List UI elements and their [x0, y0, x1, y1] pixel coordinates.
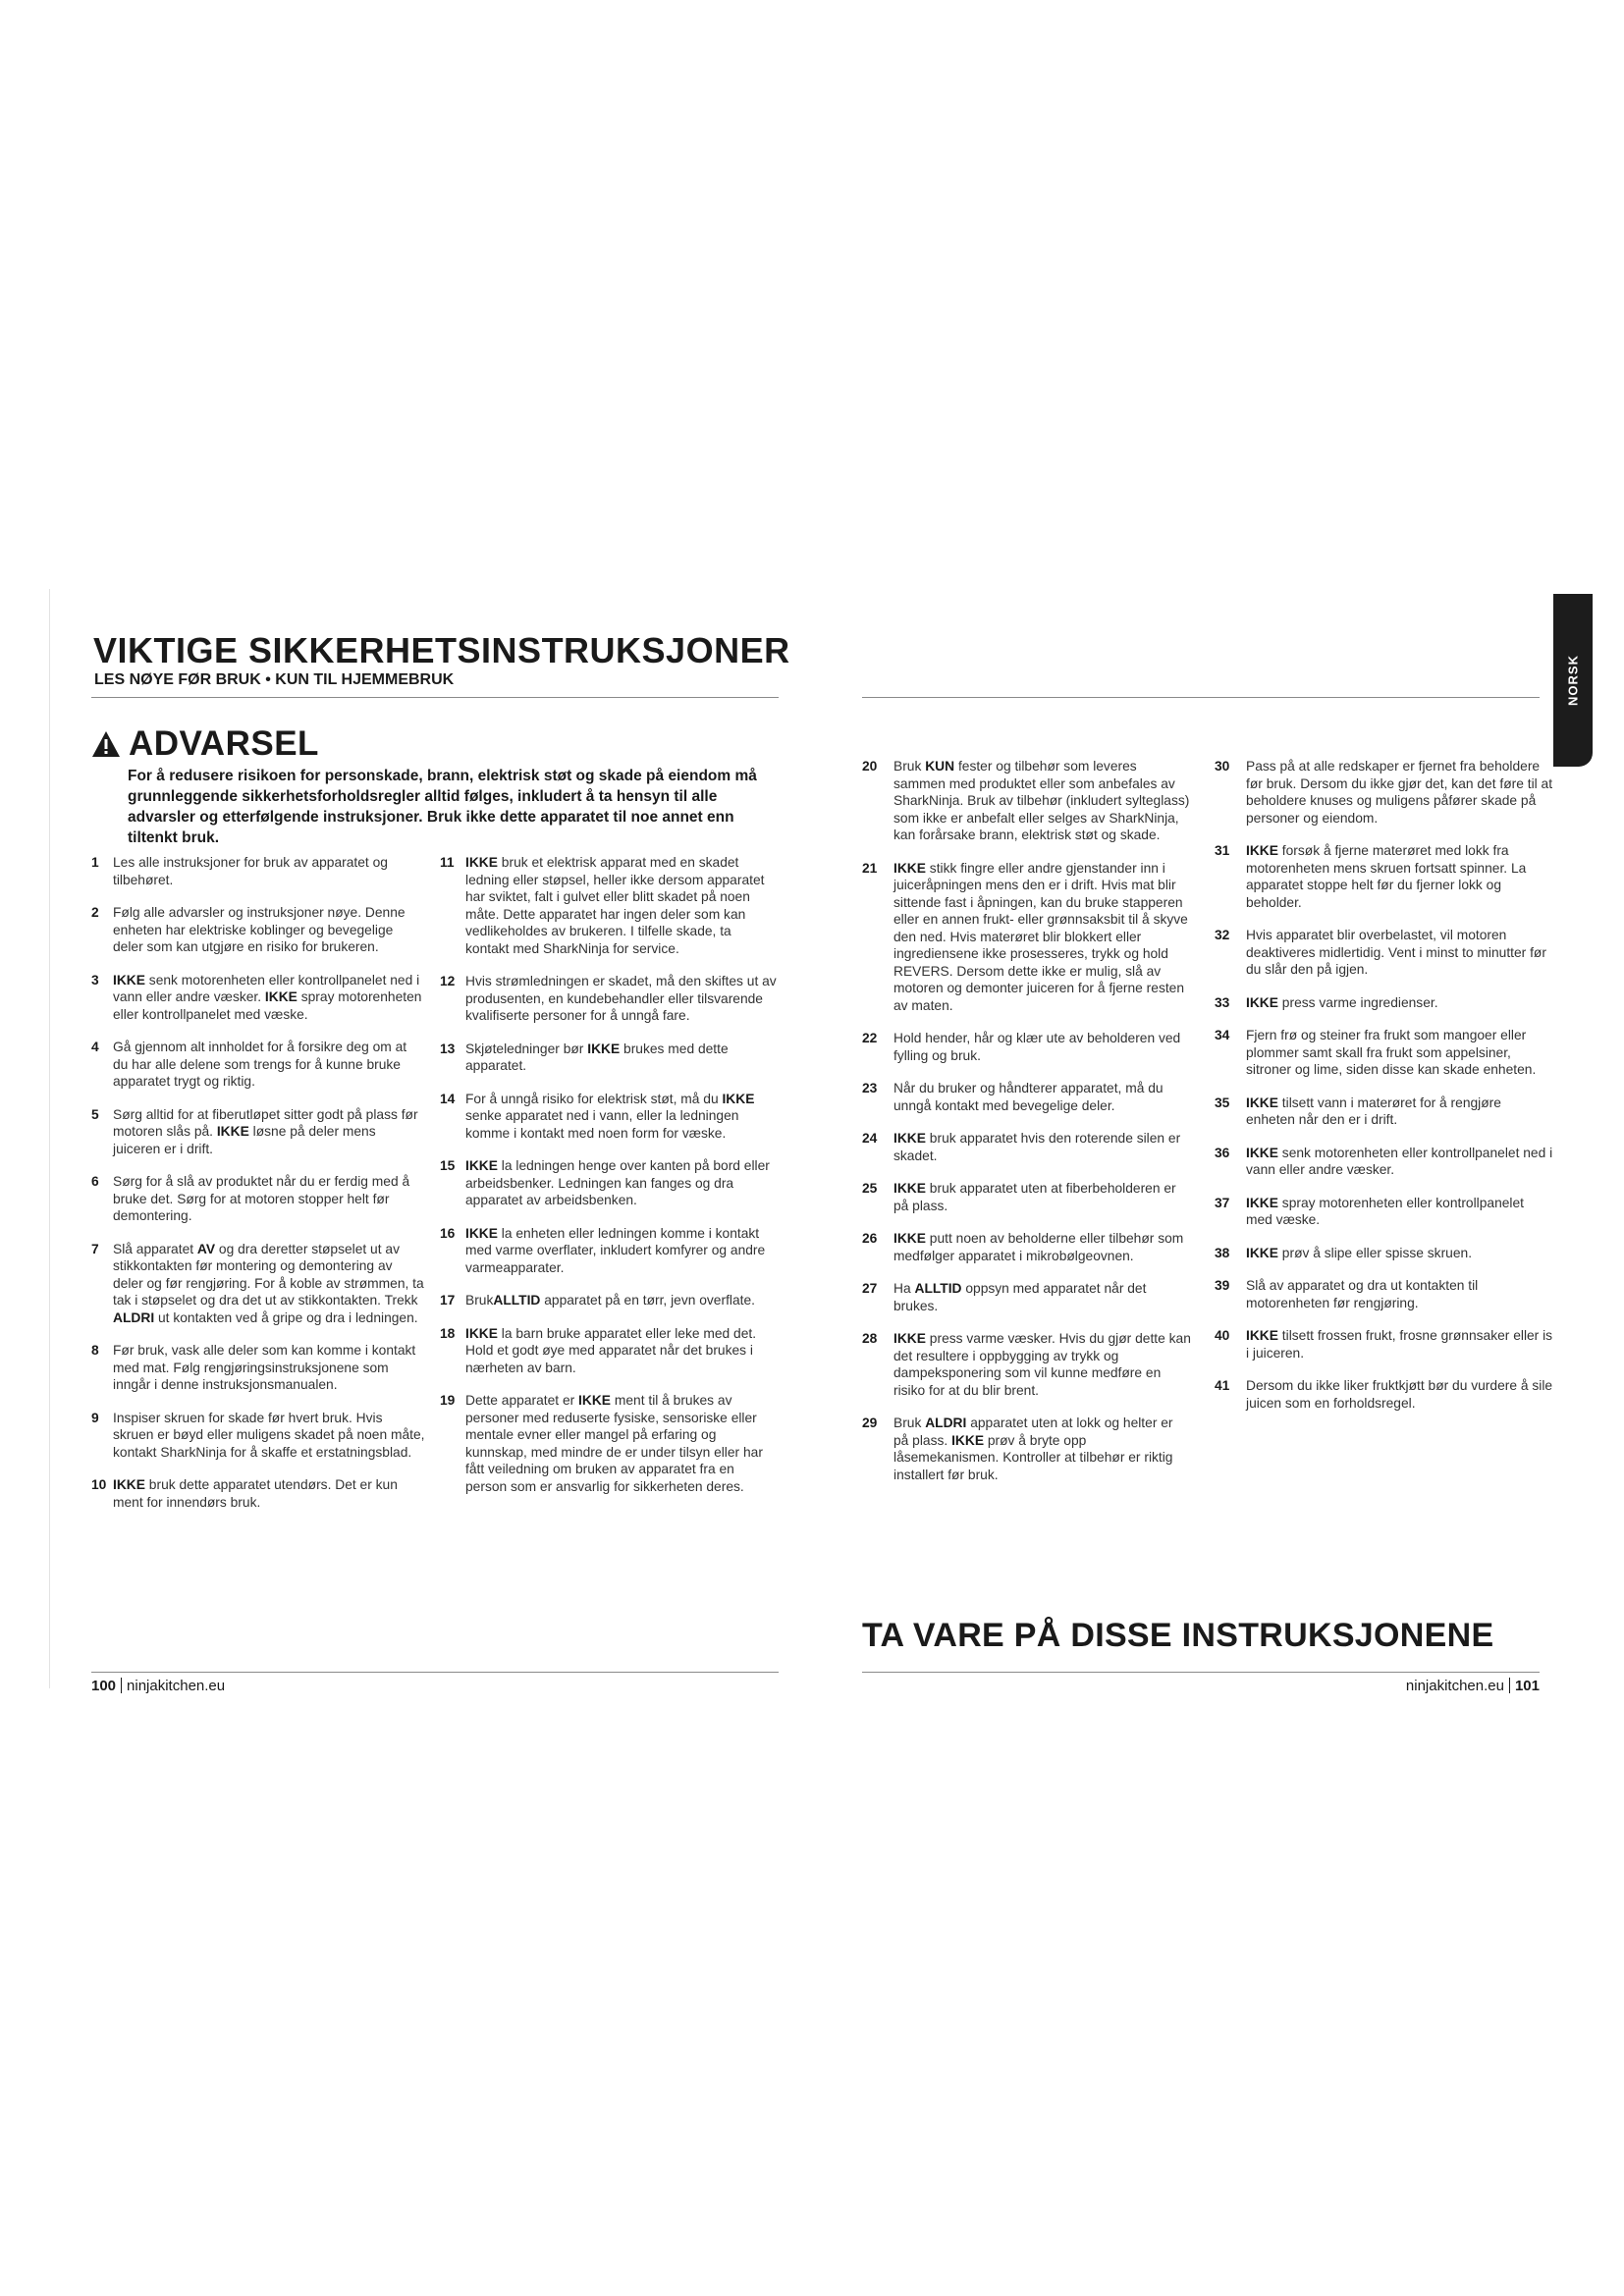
instruction-number: 22	[862, 1031, 878, 1045]
instruction-text-part: bruk apparatet hvis den roterende silen er skadet.	[893, 1131, 1181, 1163]
instruction-number: 34	[1215, 1028, 1230, 1042]
instruction-text-part: Les alle instruksjoner for bruk av apparatet og tilbehøret.	[113, 855, 388, 887]
instruction-text	[1246, 758, 1553, 827]
instruction-text	[1246, 1377, 1553, 1412]
instruction-text	[465, 1091, 779, 1143]
emphasis-keyword: IKKE	[722, 1091, 755, 1106]
instruction-text-part: ut kontakten ved å gripe og dra i ledningen.	[154, 1309, 418, 1325]
instruction-text-part: Inspiser skruen for skade før hvert bruk. Hvis skruen er bøyd eller muligens skadet på noen måte, kontakt SharkNinja for å skaffe et erstatningsblad.	[113, 1410, 425, 1460]
emphasis-keyword: ALLTID	[493, 1293, 541, 1308]
emphasis-keyword: IKKE	[113, 972, 145, 988]
emphasis-keyword: IKKE	[264, 989, 298, 1004]
instruction-text	[1246, 927, 1553, 979]
instruction-number: 32	[1215, 928, 1230, 942]
instruction-text	[893, 1330, 1191, 1399]
instruction-text	[893, 1130, 1191, 1164]
instruction-number: 35	[1215, 1095, 1230, 1110]
instruction-number: 8	[91, 1343, 99, 1358]
instruction-text-part: prøv å slipe eller spisse skruen.	[1277, 1245, 1473, 1260]
instruction-text-part: løsne på deler mens juiceren er i drift.	[113, 1124, 376, 1156]
spread-fold-line	[49, 589, 50, 1688]
instruction-text-part: la ledningen henge over kanten på bord eller arbeidsbenker. Ledningen kan fanges og dra apparatet av arbeidsbenken.	[465, 1158, 770, 1207]
instruction-text-part: la enheten eller ledningen komme i kontakt med varme overflater, inkludert komfyrer og andre varmeapparater.	[465, 1225, 766, 1275]
instruction-number: 2	[91, 905, 99, 920]
instruction-item	[862, 1330, 1191, 1399]
instruction-text	[113, 1410, 425, 1462]
language-tab-label: NORSK	[1565, 655, 1581, 706]
instruction-item	[1215, 1195, 1553, 1229]
footer-right	[1406, 1678, 1540, 1694]
instruction-text	[1246, 1327, 1553, 1362]
instruction-number: 12	[440, 974, 456, 988]
instruction-text	[465, 854, 779, 957]
emphasis-keyword: IKKE	[578, 1393, 612, 1408]
page-number-left: 100	[91, 1678, 117, 1694]
instruction-number: 40	[1215, 1328, 1230, 1343]
instruction-number: 29	[862, 1415, 878, 1430]
instruction-text	[465, 1325, 779, 1377]
language-tab	[1553, 594, 1593, 767]
instruction-text	[893, 1080, 1191, 1114]
emphasis-keyword: KUN	[925, 759, 955, 774]
instruction-text	[1246, 842, 1553, 911]
instruction-item	[91, 1173, 425, 1225]
instruction-item	[862, 1230, 1191, 1264]
header-rule-right	[862, 697, 1540, 698]
instruction-text-part: Bruk	[893, 759, 926, 774]
instruction-text	[1246, 994, 1553, 1012]
instruction-text	[1246, 1145, 1553, 1179]
instruction-text-part: Følg alle advarsler og instruksjoner nøye. Denne enheten har elektriske koblinger og bevegelige deler som kan utgjøre en risiko for brukeren.	[113, 905, 406, 954]
instruction-text	[465, 973, 779, 1025]
instruction-item	[91, 1241, 425, 1327]
instruction-number: 7	[91, 1241, 99, 1256]
instruction-item	[440, 1041, 779, 1075]
instruction-text-part: For å unngå risiko for elektrisk støt, må du	[465, 1091, 723, 1106]
instruction-number: 23	[862, 1081, 878, 1095]
instruction-number: 9	[91, 1410, 99, 1425]
instruction-item	[862, 1180, 1191, 1214]
column-1	[91, 854, 425, 1526]
instruction-number: 3	[91, 972, 99, 988]
instruction-number: 26	[862, 1231, 878, 1246]
instruction-text	[893, 1230, 1191, 1264]
instruction-text-part: tilsett frossen frukt, frosne grønnsaker eller is i juiceren.	[1246, 1328, 1553, 1361]
instruction-number: 11	[440, 855, 455, 870]
instruction-item	[1215, 758, 1553, 827]
instruction-number: 37	[1215, 1195, 1230, 1210]
emphasis-keyword: IKKE	[1246, 1095, 1278, 1110]
instruction-text-part: forsøk å fjerne materøret med lokk fra motorenheten mens skruen fortsatt spinner. La apparatet stoppe helt før du fjerner lokk og beholder.	[1246, 843, 1527, 910]
instruction-text-part: bruk et elektrisk apparat med en skadet ledning eller støpsel, heller ikke dersom apparatet har sviktet, falt i gulvet eller blitt skadet på noen måte. Dette apparatet har ingen deler som kan vedlikeholdes av brukeren. I tilfelle skade, ta kontakt med SharkNinja for service.	[465, 855, 765, 956]
instruction-text-part: prøv å bryte opp låsemekanismen. Kontroller at tilbehør er riktig installert før bruk.	[893, 1432, 1173, 1482]
instruction-text-part: fester og tilbehør som leveres sammen med produktet eller som anbefales av SharkNinja. Bruk av tilbehør (inkludert sylteglass) som ikke er anbefalt eller selges av SharkNinja, kan forårsake brann, elektrisk støt og skade.	[893, 759, 1190, 842]
instruction-item	[91, 972, 425, 1024]
instruction-text	[465, 1392, 779, 1495]
instruction-text-part: putt noen av beholderne eller tilbehør som medfølger apparatet i mikrobølgeovnen.	[893, 1231, 1184, 1263]
instruction-item	[862, 1280, 1191, 1314]
emphasis-keyword: ALLTID	[914, 1281, 962, 1296]
emphasis-keyword: IKKE	[587, 1041, 621, 1056]
instruction-item	[1215, 1245, 1553, 1262]
instruction-item	[91, 1039, 425, 1091]
instruction-number: 5	[91, 1106, 99, 1122]
instruction-text-part: press varme væsker. Hvis du gjør dette kan det resultere i oppbygging av trykk og dampeksponering som vil kunne medføre en risiko for at du blir brent.	[893, 1331, 1191, 1398]
instruction-text-part: Hold hender, hår og klær ute av beholderen ved fylling og bruk.	[893, 1031, 1181, 1063]
instruction-number: 41	[1215, 1378, 1230, 1393]
instruction-text-part: apparatet uten at lokk og helter er på plass.	[893, 1415, 1173, 1448]
emphasis-keyword: IKKE	[216, 1124, 249, 1139]
instruction-number: 20	[862, 759, 878, 774]
instruction-item	[1215, 1095, 1553, 1129]
instruction-text	[1246, 1277, 1553, 1311]
warning-heading	[91, 724, 319, 764]
instruction-text-part: Hvis apparatet blir overbelastet, vil motoren deaktiveres midlertidig. Vent i minst to minutter før du slår den på igjen.	[1246, 928, 1546, 977]
instruction-text-part: apparatet på en tørr, jevn overflate.	[540, 1293, 755, 1308]
instruction-text-part: Gå gjennom alt innholdet for å forsikre deg om at du har alle delene som trengs for å kunne bruke apparatet trygt og riktig.	[113, 1040, 407, 1089]
instruction-text-part: Pass på at alle redskaper er fjernet fra beholdere før bruk. Dersom du ikke gjør det, kan det føre til at beholdere knuses og muligens påfører skade på personer og eiendom.	[1246, 759, 1553, 826]
instruction-text-part: spray motorenheten eller kontrollpanelet med væske.	[113, 989, 422, 1022]
instruction-text-part: tilsett vann i materøret for å rengjøre enheten når den er i drift.	[1246, 1095, 1501, 1127]
instruction-text	[893, 1030, 1191, 1064]
instruction-item	[862, 1030, 1191, 1064]
emphasis-keyword: IKKE	[1246, 1328, 1278, 1343]
column-2	[440, 854, 779, 1511]
instruction-item	[91, 1476, 425, 1511]
instruction-number: 36	[1215, 1145, 1230, 1160]
instruction-item	[91, 1410, 425, 1462]
emphasis-keyword: IKKE	[1246, 843, 1278, 858]
warning-title: ADVARSEL	[129, 724, 319, 763]
instruction-text-part: senk motorenheten eller kontrollpanelet ned i vann eller andre væsker.	[113, 972, 420, 1004]
header-rule-left	[91, 697, 779, 698]
footer-divider	[121, 1678, 122, 1693]
instruction-text	[893, 1280, 1191, 1314]
instruction-text-part: Dersom du ikke liker fruktkjøtt bør du vurdere å sile juicen som en forholdsregel.	[1246, 1378, 1553, 1411]
instruction-text	[113, 1106, 425, 1158]
instruction-number: 28	[862, 1331, 878, 1346]
instruction-number: 38	[1215, 1245, 1230, 1260]
instruction-text	[113, 972, 425, 1024]
instruction-item	[1215, 1277, 1553, 1311]
emphasis-keyword: IKKE	[465, 1158, 498, 1173]
instruction-text	[893, 758, 1191, 844]
instruction-number: 6	[91, 1174, 99, 1189]
instruction-item	[1215, 994, 1553, 1012]
instruction-text-part: Slå av apparatet og dra ut kontakten til motorenheten før rengjøring.	[1246, 1278, 1479, 1310]
instruction-text	[1246, 1195, 1553, 1229]
instruction-text-part: spray motorenheten eller kontrollpanelet med væske.	[1246, 1195, 1524, 1227]
instruction-text	[1246, 1095, 1553, 1129]
instruction-number: 4	[91, 1040, 99, 1054]
instruction-text-part: Ha	[893, 1281, 915, 1296]
emphasis-keyword: ALDRI	[113, 1309, 155, 1325]
instruction-text	[465, 1041, 779, 1075]
emphasis-keyword: IKKE	[893, 1231, 926, 1246]
emphasis-keyword: IKKE	[1246, 1245, 1278, 1260]
page-subtitle: LES NØYE FØR BRUK • KUN TIL HJEMMEBRUK	[94, 671, 455, 688]
instruction-number: 31	[1215, 843, 1230, 858]
instruction-item	[862, 860, 1191, 1015]
instruction-text-part: Fjern frø og steiner fra frukt som mangoer eller plommer samt skall fra frukt som appelsiner, sitroner og lime, siden disse kan skade enheten.	[1246, 1028, 1537, 1077]
website-link-right[interactable]: ninjakitchen.eu	[1405, 1678, 1504, 1694]
instruction-number: 19	[440, 1393, 456, 1408]
instruction-text-part: Bruk	[893, 1415, 926, 1430]
instruction-text	[893, 1415, 1191, 1483]
instruction-item	[440, 1225, 779, 1277]
instruction-item	[440, 973, 779, 1025]
emphasis-keyword: IKKE	[1246, 1195, 1278, 1210]
warning-intro: For å redusere risikoen for personskade, brann, elektrisk støt og skade på eiendom må grunnleggende sikkerhetsforholdsregler alltid følges, inkludert å ta hensyn til alle advarsler og etterfølgende instruksjoner. Bruk ikke dette apparatet til noe annet enn tiltenkt bruk.	[128, 768, 757, 846]
emphasis-keyword: IKKE	[1246, 1145, 1278, 1160]
warning-triangle-icon	[91, 730, 121, 758]
instruction-number: 33	[1215, 994, 1230, 1010]
instruction-text-part: Når du bruker og håndterer apparatet, må du unngå kontakt med bevegelige deler.	[893, 1081, 1164, 1113]
instruction-item	[440, 1292, 779, 1309]
page-number-right: 101	[1514, 1678, 1540, 1694]
instruction-text-part: ment til å brukes av personer med reduserte fysiske, sensoriske eller mentale evner eller mangel på erfaring og kunnskap, med mindre de er under tilsyn eller har fått veiledning om bruken av apparatet fra en person som er ansvarlig for sikkerheten deres.	[465, 1393, 763, 1494]
closing-heading: TA VARE PÅ DISSE INSTRUKSJONENE	[862, 1617, 1494, 1654]
instruction-text-part: Sørg alltid for at fiberutløpet sitter godt på plass før motoren slås på.	[113, 1106, 418, 1139]
emphasis-keyword: IKKE	[113, 1477, 145, 1492]
instruction-text-part: Før bruk, vask alle deler som kan komme i kontakt med mat. Følg rengjøringsinstruksjonene som inngår i denne instruksjonsmanualen.	[113, 1343, 416, 1392]
instruction-number: 27	[862, 1281, 878, 1296]
instruction-text-part: Bruk	[465, 1293, 494, 1308]
instruction-item	[440, 1157, 779, 1209]
column-3	[862, 758, 1191, 1499]
instruction-item	[1215, 1027, 1553, 1079]
instruction-text-part: bruk apparatet uten at fiberbeholderen er på plass.	[893, 1181, 1176, 1213]
instruction-item	[440, 1325, 779, 1377]
instruction-number: 16	[440, 1225, 456, 1241]
instruction-text	[113, 1342, 425, 1394]
instruction-text	[113, 854, 425, 888]
page-title: VIKTIGE SIKKERHETSINSTRUKSJONER	[93, 630, 790, 670]
column-4	[1215, 758, 1553, 1427]
instruction-text-part: oppsyn med apparatet når det brukes.	[893, 1281, 1147, 1313]
emphasis-keyword: IKKE	[893, 1131, 926, 1146]
instruction-text	[893, 1180, 1191, 1214]
emphasis-keyword: IKKE	[465, 1225, 498, 1241]
instruction-text	[113, 904, 425, 956]
instruction-item	[862, 1415, 1191, 1483]
instruction-item	[91, 904, 425, 956]
instruction-text	[113, 1173, 425, 1225]
instruction-number: 18	[440, 1325, 456, 1341]
instruction-text-part: press varme ingredienser.	[1277, 994, 1438, 1010]
instruction-number: 17	[440, 1293, 456, 1308]
instruction-item	[91, 1342, 425, 1394]
emphasis-keyword: IKKE	[465, 855, 498, 870]
instruction-item	[91, 1106, 425, 1158]
instruction-text	[465, 1157, 779, 1209]
emphasis-keyword: IKKE	[1246, 994, 1278, 1010]
footer-left	[91, 1678, 225, 1694]
instruction-text	[113, 1476, 425, 1511]
instruction-item	[440, 1392, 779, 1495]
emphasis-keyword: ALDRI	[925, 1415, 967, 1430]
instruction-text-part: bruk dette apparatet utendørs. Det er kun ment for innendørs bruk.	[113, 1477, 398, 1510]
instruction-number: 14	[440, 1091, 456, 1106]
instruction-text-part: Hvis strømledningen er skadet, må den skiftes ut av produsenten, en kundebehandler eller tilsvarende kvalifiserte personer for å unngå fare.	[465, 974, 777, 1023]
instruction-item	[1215, 1145, 1553, 1179]
instruction-number: 1	[91, 855, 99, 870]
footer-divider	[1509, 1678, 1510, 1693]
instruction-number: 30	[1215, 759, 1230, 774]
instruction-text-part: og dra deretter støpselet ut av stikkontakten før montering og demontering av deler og før rengjøring. For å koble av strømmen, ta tak i støpselet og dra det ut av stikkontakten. Trekk	[113, 1241, 424, 1308]
footer-rule-left	[91, 1672, 779, 1673]
emphasis-keyword: IKKE	[893, 1331, 926, 1346]
instruction-item	[1215, 1327, 1553, 1362]
instruction-number: 25	[862, 1181, 878, 1196]
instruction-text-part: stikk fingre eller andre gjenstander inn i juiceråpningen mens den er i drift. Hvis mat blir sittende fast i åpningen, kan du bruke stapperen eller en annen frukt- eller grønnsaksbit til å skyve den ned. Hvis materøret blir blokkert eller ingrediensene ikke prosesseres, trykk og hold REVERS. Dersom dette ikke er mulig, slå av motoren og demonter juiceren for å fjerne resten av maten.	[893, 860, 1188, 1013]
emphasis-keyword: IKKE	[465, 1325, 498, 1341]
instruction-item	[440, 1091, 779, 1143]
instruction-item	[1215, 842, 1553, 911]
emphasis-keyword: IKKE	[893, 860, 926, 876]
instruction-item	[91, 854, 425, 888]
instruction-text-part: la barn bruke apparatet eller leke med det. Hold et godt øye med apparatet når det brukes i nærheten av barn.	[465, 1325, 757, 1375]
instruction-text	[113, 1241, 425, 1327]
instruction-item	[862, 1080, 1191, 1114]
instruction-number: 39	[1215, 1278, 1230, 1293]
instruction-item	[1215, 1377, 1553, 1412]
instruction-text-part: brukes med dette apparatet.	[465, 1041, 729, 1073]
instruction-number: 10	[91, 1477, 107, 1492]
instruction-text	[465, 1292, 779, 1309]
instruction-item	[440, 854, 779, 957]
instruction-text-part: Slå apparatet	[113, 1241, 197, 1256]
emphasis-keyword: IKKE	[951, 1432, 985, 1448]
instruction-text	[113, 1039, 425, 1091]
instruction-text	[465, 1225, 779, 1277]
instruction-text	[1246, 1245, 1553, 1262]
instruction-text-part: senke apparatet ned i vann, eller la ledningen komme i kontakt med noen form for væske.	[465, 1108, 739, 1141]
instruction-text-part: senk motorenheten eller kontrollpanelet ned i vann eller andre væsker.	[1246, 1145, 1553, 1177]
instruction-text-part: Skjøteledninger bør	[465, 1041, 588, 1056]
instruction-text-part: Sørg for å slå av produktet når du er ferdig med å bruke det. Sørg for at motoren stopper helt før demontering.	[113, 1174, 410, 1223]
instruction-number: 21	[862, 860, 878, 876]
instruction-item	[862, 1130, 1191, 1164]
instruction-number: 15	[440, 1158, 456, 1173]
instruction-number: 24	[862, 1131, 878, 1146]
instruction-item	[862, 758, 1191, 844]
instruction-text	[893, 860, 1191, 1015]
footer-rule-right	[862, 1672, 1540, 1673]
emphasis-keyword: AV	[196, 1241, 216, 1256]
instruction-number: 13	[440, 1041, 456, 1056]
website-link-left[interactable]: ninjakitchen.eu	[127, 1678, 226, 1694]
instruction-text-part: Dette apparatet er	[465, 1393, 579, 1408]
emphasis-keyword: IKKE	[893, 1181, 926, 1196]
instruction-item	[1215, 927, 1553, 979]
instruction-text	[1246, 1027, 1553, 1079]
